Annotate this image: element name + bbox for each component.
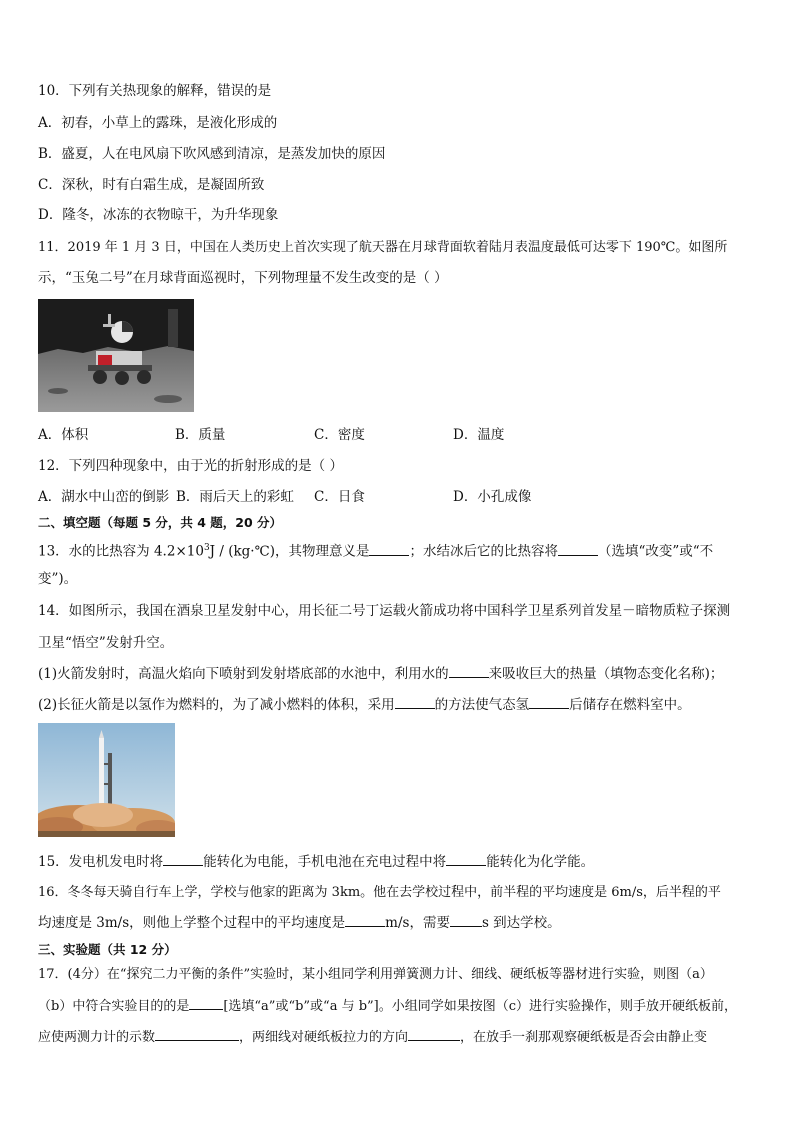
q17-text-c: 应使两测力计的示数	[38, 1030, 156, 1045]
q17-line3	[38, 1027, 764, 1048]
q16-blank-2[interactable]	[450, 913, 482, 927]
q17-line2	[38, 996, 764, 1017]
q15-blank-2[interactable]	[446, 852, 486, 866]
q16-blank-1[interactable]	[345, 913, 385, 927]
q12-option-a: A．湖水中山峦的倒影	[38, 489, 170, 505]
q11-option-a: A．体积	[38, 427, 89, 443]
q17-line1: 17．(4分）在“探究二力平衡的条件”实验时，某小组同学利用弹簧测力计、细线、硬纸板等器材进行实验，则图（a）	[38, 967, 713, 982]
q15-text-a: 15．发电机发电时将	[38, 854, 164, 870]
q15-text-b: 能转化为电能，手机电池在充电过程中将	[203, 854, 447, 870]
q12-stem: 12．下列四种现象中，由于光的折射形成的是（ ）	[38, 458, 343, 474]
q13-text-c: ；水结冰后它的比热容将	[409, 543, 558, 560]
q14-blank-3[interactable]	[529, 695, 569, 709]
q17-blank-3[interactable]	[408, 1027, 460, 1041]
q10-stem: 10．下列有关热现象的解释，错误的是	[38, 83, 272, 99]
q16-line2	[38, 913, 764, 933]
q17-text-b: [选填“a”或“b”或“a 与 b”]。小组同学如果按图（c）进行实验操作，则手放开硬纸板前，	[223, 999, 738, 1014]
q14-part1-a: (1)火箭发射时，高温火焰向下喷射到发射塔底部的水池中，利用水的	[38, 666, 449, 682]
q11-stem-line1: 11．2019 年 1 月 3 日，中国在人类历史上首次实现了航天器在月球背面软着陆月表温度最低可达零下 190℃。如图所	[38, 240, 728, 255]
q12-option-b: B．雨后天上的彩虹	[176, 489, 294, 505]
q15-text-c: 能转化为化学能。	[486, 854, 595, 870]
section-experiment-title: 三、实验题（共 12 分）	[38, 942, 177, 957]
q14-blank-2[interactable]	[395, 695, 435, 709]
q15-blank-1[interactable]	[163, 852, 203, 866]
q15-line	[38, 852, 764, 872]
q14-part1-b: 来吸收巨大的热量（填物态变化名称)；	[488, 666, 724, 682]
q16-text-c: s 到达学校。	[481, 915, 561, 931]
q14-line2: 卫星“悟空”发射升空。	[38, 635, 174, 651]
q11-option-b: B．质量	[175, 427, 226, 443]
q14-part2-c: 后储存在燃料室中。	[569, 697, 691, 713]
q11-stem-line2: 示，“玉兔二号”在月球背面巡视时，下列物理量不发生改变的是（ ）	[38, 270, 448, 286]
q13-exponent: 3	[203, 543, 210, 553]
q12-option-d: D．小孔成像	[453, 489, 532, 505]
q17-text-a: （b）中符合实验目的的是	[38, 999, 190, 1014]
q13-line1	[38, 538, 764, 562]
q16-text-a: 均速度是 3m/s，则他上学整个过程中的平均速度是	[38, 915, 346, 931]
q14-part2-b: 的方法使气态氢	[434, 697, 530, 713]
q14-blank-1[interactable]	[449, 664, 489, 678]
q16-text-b: m/s，需要	[385, 915, 450, 931]
q14-line1: 14．如图所示，我国在酒泉卫星发射中心，用长征二号丁运载火箭成功将中国科学卫星系列首发星－暗物质粒子探测	[38, 603, 731, 619]
lunar-rover-photo	[38, 299, 194, 412]
q17-blank-1[interactable]	[189, 996, 223, 1010]
q10-option-d: D．隆冬，冰冻的衣物晾干，为升华现象	[38, 207, 279, 223]
q14-part2	[38, 695, 764, 715]
q16-line1: 16．冬冬每天骑自行车上学，学校与他家的距离为 3km。他在去学校过程中，前半程的平均速度是 6m/s，后半程的平	[38, 885, 721, 900]
q11-option-d: D．温度	[453, 427, 505, 443]
section-fill-in-title: 二、填空题（每题 5 分，共 4 题，20 分）	[38, 515, 283, 530]
q13-blank-1[interactable]	[369, 542, 409, 556]
q17-blank-2[interactable]	[155, 1027, 239, 1041]
q13-text-d: （选填“改变”或“不	[597, 543, 714, 560]
q13-line2: 变”)。	[38, 571, 78, 587]
q13-text-b: J / (kg·℃)，其物理意义是	[209, 543, 370, 560]
q10-option-c: C．深秋，时有白霜生成，是凝固所致	[38, 177, 265, 193]
rocket-launch-photo	[38, 723, 175, 837]
q14-part1	[38, 664, 764, 684]
q17-text-e: ，在放手一刹那观察硬纸板是否会由静止变	[460, 1030, 708, 1045]
q10-option-b: B．盛夏，人在电风扇下吹风感到清凉，是蒸发加快的原因	[38, 146, 386, 162]
q12-option-c: C．日食	[314, 489, 365, 505]
q11-option-c: C．密度	[314, 427, 365, 443]
q13-text-a: 13．水的比热容为 4.2×10	[38, 543, 204, 560]
q13-blank-2[interactable]	[558, 542, 598, 556]
q17-text-d: ，两细线对硬纸板拉力的方向	[239, 1030, 409, 1045]
q14-part2-a: (2)长征火箭是以氢作为燃料的，为了减小燃料的体积，采用	[38, 697, 395, 713]
q10-option-a: A．初春，小草上的露珠，是液化形成的	[38, 115, 278, 131]
